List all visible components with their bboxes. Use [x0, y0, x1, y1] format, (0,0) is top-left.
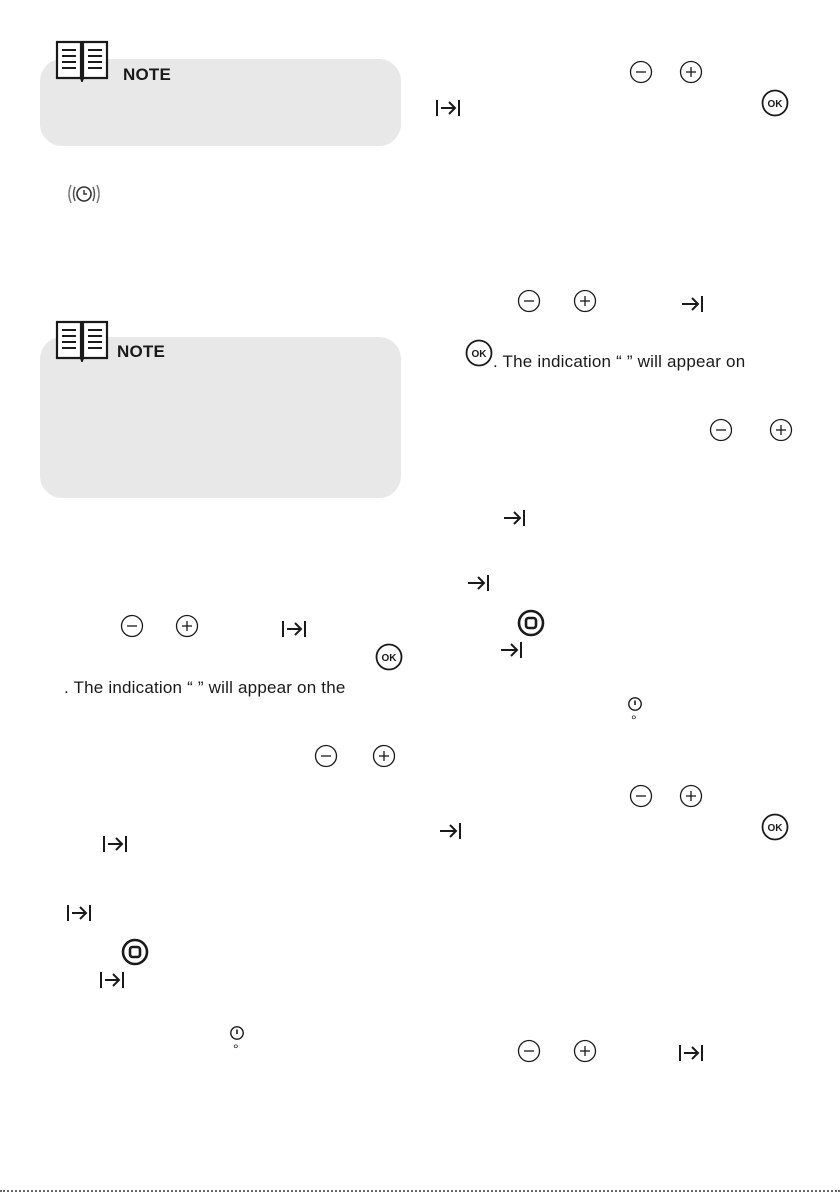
ok-button-icon [465, 339, 493, 367]
stop-button-icon [517, 609, 545, 637]
end-time-icon [99, 970, 125, 990]
end-time-icon [680, 294, 704, 314]
plus-circle-icon [573, 289, 597, 313]
end-time-icon [438, 821, 462, 841]
indication-text-left: . The indication “ ” will appear on the [64, 678, 346, 697]
ok-button-icon [761, 89, 789, 117]
alarm-clock-icon [67, 180, 101, 208]
minus-circle-icon [629, 60, 653, 84]
plus-circle-icon [372, 744, 396, 768]
book-icon [54, 38, 110, 82]
end-time-icon [499, 640, 523, 660]
end-time-icon [102, 834, 128, 854]
minus-circle-icon [629, 784, 653, 808]
plus-circle-icon [769, 418, 793, 442]
ok-button-icon [375, 643, 403, 671]
minus-circle-icon [517, 1039, 541, 1063]
end-time-icon [466, 573, 490, 593]
plus-circle-icon [679, 784, 703, 808]
end-time-icon [435, 98, 461, 118]
book-icon [54, 318, 110, 362]
minus-circle-icon [314, 744, 338, 768]
power-icon [627, 696, 643, 712]
degree-symbol: ° [233, 1041, 239, 1057]
end-time-icon [678, 1043, 704, 1063]
plus-circle-icon [679, 60, 703, 84]
stop-button-icon [121, 938, 149, 966]
minus-circle-icon [709, 418, 733, 442]
note-label: NOTE [123, 65, 172, 84]
degree-symbol: ° [631, 712, 637, 728]
minus-circle-icon [120, 614, 144, 638]
end-time-icon [281, 619, 307, 639]
plus-circle-icon [175, 614, 199, 638]
indication-text-right: . The indication “ ” will appear on [493, 352, 746, 371]
minus-circle-icon [517, 289, 541, 313]
power-icon [229, 1025, 245, 1041]
note-label: NOTE [117, 342, 166, 361]
end-time-icon [66, 903, 92, 923]
end-time-icon [502, 508, 526, 528]
plus-circle-icon [573, 1039, 597, 1063]
ok-button-icon [761, 813, 789, 841]
